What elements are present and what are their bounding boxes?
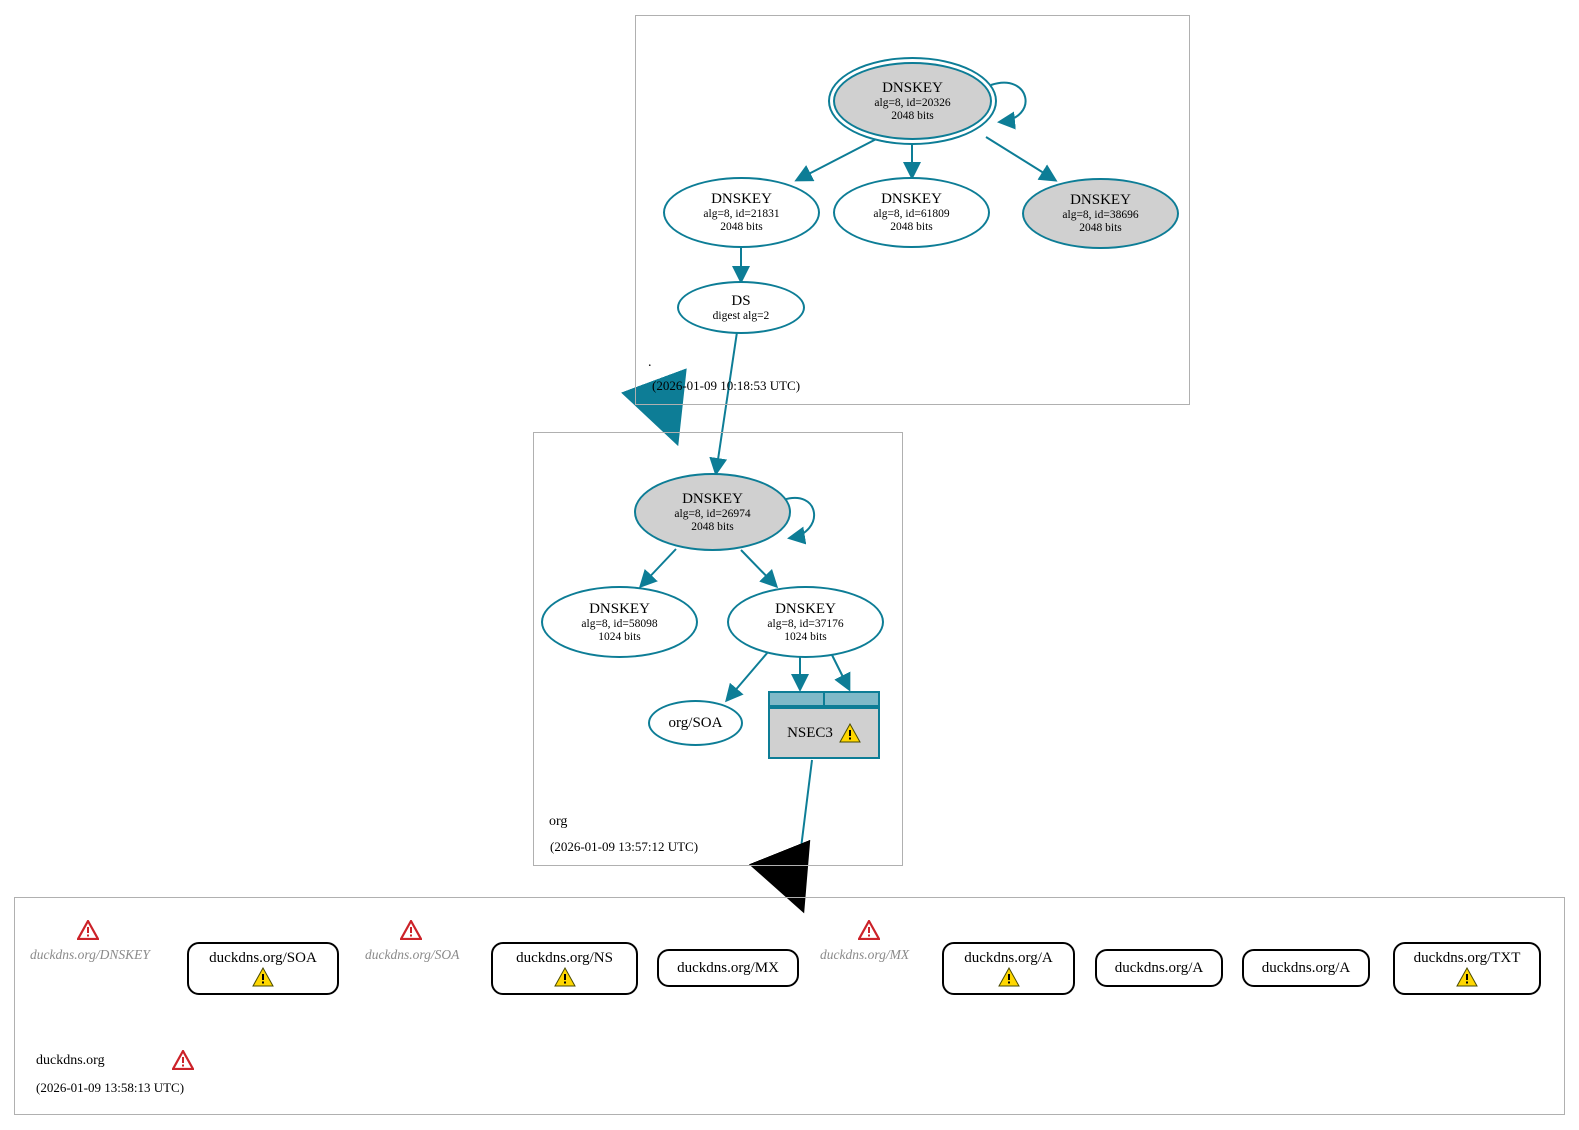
- warning-icon: [839, 723, 861, 743]
- node-dnskey-20326[interactable]: [833, 62, 992, 140]
- error-icon: [858, 920, 880, 940]
- node-subtitle: alg=8, id=26974: [674, 507, 751, 520]
- zone-label-org: org: [549, 814, 568, 829]
- node-ds-digest-alg-2[interactable]: [677, 281, 805, 334]
- nsec3-divider: [823, 691, 825, 707]
- node-bits: 2048 bits: [1079, 222, 1122, 234]
- node-title: DNSKEY: [589, 600, 650, 617]
- error-icon-zone: [172, 1050, 194, 1070]
- node-title: DNSKEY: [711, 191, 772, 207]
- node-bits: 2048 bits: [891, 109, 934, 122]
- node-rrset-duckdns-soa[interactable]: [187, 942, 339, 995]
- node-subtitle: alg=8, id=61809: [873, 208, 950, 220]
- node-dnskey-61809[interactable]: [833, 177, 990, 248]
- node-title: DNSKEY: [881, 191, 942, 207]
- node-subtitle: alg=8, id=20326: [874, 96, 951, 109]
- rrset-label: duckdns.org/A: [1114, 959, 1204, 976]
- node-title: org/SOA: [668, 714, 723, 731]
- node-rrset-duckdns-mx[interactable]: [657, 949, 799, 987]
- rrset-label: duckdns.org/SOA: [209, 950, 317, 966]
- ghost-label: duckdns.org/MX: [820, 947, 910, 962]
- node-nsec3[interactable]: [768, 707, 880, 759]
- zone-label-root: .: [648, 355, 652, 370]
- rrset-label: duckdns.org/NS: [516, 950, 613, 966]
- zone-timestamp-root: (2026-01-09 10:18:53 UTC): [652, 378, 801, 393]
- node-rrset-duckdns-txt[interactable]: [1393, 942, 1541, 995]
- node-bits: 2048 bits: [720, 221, 763, 233]
- zone-label-duckdns: duckdns.org: [36, 1053, 105, 1068]
- node-subtitle: alg=8, id=58098: [581, 617, 658, 630]
- node-ghost-duckdns-dnskey: [30, 947, 150, 963]
- error-icon: [77, 920, 99, 940]
- node-subtitle: alg=8, id=21831: [703, 208, 780, 220]
- node-bits: 2048 bits: [890, 221, 933, 233]
- node-dnskey-38696[interactable]: [1022, 178, 1179, 249]
- error-icon: [400, 920, 422, 940]
- node-rrset-duckdns-a-2[interactable]: [1095, 949, 1223, 987]
- zone-box-duckdns: [14, 897, 1565, 1115]
- node-subtitle: digest alg=2: [712, 309, 770, 322]
- node-title: DNSKEY: [882, 79, 943, 96]
- node-subtitle: alg=8, id=38696: [1062, 209, 1139, 221]
- node-title: DNSKEY: [682, 490, 743, 507]
- warning-icon: [252, 967, 274, 987]
- node-rrset-duckdns-a-3[interactable]: [1242, 949, 1370, 987]
- node-rrset-org-soa[interactable]: [648, 700, 743, 746]
- zone-timestamp-org: (2026-01-09 13:57:12 UTC): [550, 839, 699, 854]
- warning-icon: [1456, 967, 1478, 987]
- ghost-label: duckdns.org/SOA: [365, 947, 460, 962]
- warning-icon: [554, 967, 576, 987]
- rrset-label: duckdns.org/A: [964, 950, 1053, 966]
- node-title: DNSKEY: [1070, 192, 1131, 208]
- node-rrset-duckdns-a-1[interactable]: [942, 942, 1075, 995]
- node-title: DS: [731, 292, 751, 309]
- warning-icon: [998, 967, 1020, 987]
- node-bits: 1024 bits: [598, 630, 641, 643]
- node-bits: 2048 bits: [691, 520, 734, 533]
- node-bits: 1024 bits: [784, 630, 827, 643]
- node-dnskey-58098[interactable]: [541, 586, 698, 658]
- node-ghost-duckdns-soa: [365, 947, 459, 963]
- rrset-label: duckdns.org/MX: [677, 959, 779, 976]
- node-subtitle: alg=8, id=37176: [767, 617, 844, 630]
- node-dnskey-26974[interactable]: [634, 473, 791, 551]
- node-title: DNSKEY: [775, 600, 836, 617]
- node-dnskey-21831[interactable]: [663, 177, 820, 248]
- rrset-label: duckdns.org/A: [1261, 959, 1351, 976]
- ghost-label: duckdns.org/DNSKEY: [30, 947, 150, 962]
- node-rrset-duckdns-ns[interactable]: [491, 942, 638, 995]
- zone-timestamp-duckdns: (2026-01-09 13:58:13 UTC): [36, 1080, 185, 1095]
- nsec3-label: NSEC3: [787, 724, 833, 741]
- rrset-label: duckdns.org/TXT: [1413, 950, 1521, 966]
- node-ghost-duckdns-mx: [820, 947, 909, 963]
- node-dnskey-37176[interactable]: [727, 586, 884, 658]
